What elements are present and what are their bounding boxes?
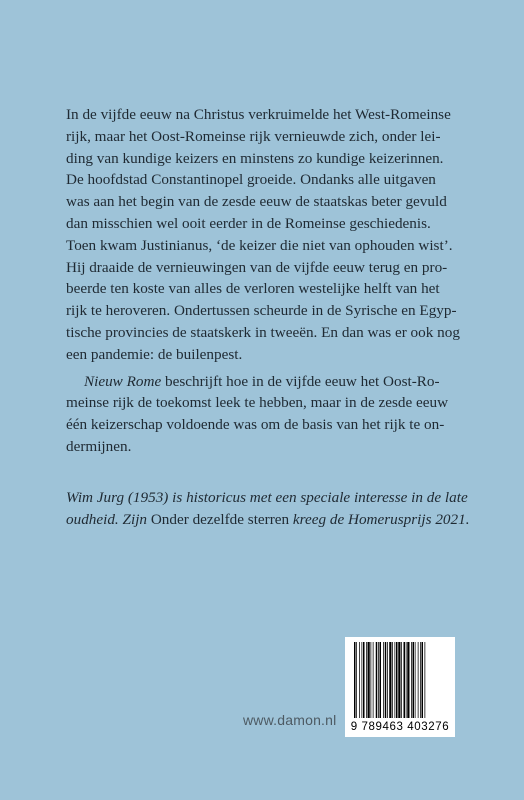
text-fragment: kreeg de Homerusprijs 2021.	[289, 510, 470, 528]
barcode-bar	[373, 642, 374, 718]
barcode-bar	[404, 642, 406, 718]
book-title: Nieuw Rome	[84, 372, 162, 390]
text-line: een pandemie: de builenpest.	[66, 345, 243, 363]
barcode-bar	[411, 642, 412, 718]
text-line: dermijnen.	[66, 437, 132, 455]
barcode-bar	[413, 642, 415, 718]
barcode-bar	[389, 642, 391, 718]
text-line: ding van kundige keizers en minstens zo kundige keizerinnen.	[66, 149, 444, 167]
text-line: was aan het begin van de zesde eeuw de staatskas beter gevuld	[66, 193, 447, 211]
barcode-bar	[406, 642, 407, 718]
author-bio	[66, 487, 470, 531]
barcode-bar	[359, 642, 360, 718]
text-line: Wim Jurg (1953) is historicus met een speciale interesse in de late	[66, 489, 468, 506]
text-line: beerde ten koste van alles de verloren westelijke helft van het	[66, 280, 440, 298]
barcode-bar	[385, 642, 387, 718]
text-line: Hij draaide de vernieuwingen van de vijfde eeuw terug en pro-	[66, 258, 448, 276]
barcode-bar	[422, 642, 424, 718]
barcode-bar	[368, 642, 370, 718]
barcode-bar	[415, 642, 416, 718]
text-line: In de vijfde eeuw na Christus verkruimelde het West-Romeinse	[66, 106, 451, 123]
barcode-bar	[396, 642, 398, 718]
barcode-bar	[425, 642, 426, 718]
barcode-bar	[383, 642, 384, 718]
barcode-bar	[395, 642, 396, 718]
text-line	[66, 371, 466, 393]
text-fragment: oudheid. Zijn	[66, 510, 151, 528]
barcode-bar	[366, 642, 367, 718]
barcode-bar	[380, 642, 382, 718]
barcode-bar	[387, 642, 388, 718]
text-line: één keizerschap voldoende was om de basis van het rijk te on-	[66, 416, 445, 434]
text-line: De hoofdstad Constantinopel groeide. Ondanks alle uitgaven	[66, 171, 436, 189]
description-paragraph-2	[66, 371, 466, 458]
isbn-number: 9 789463 403276	[350, 721, 450, 733]
publisher-website: www.damon.nl	[243, 712, 337, 728]
text-line: tische provincies de staatskerk in tweeën. En dan was er ook nog	[66, 323, 460, 341]
barcode-bar	[418, 642, 419, 718]
barcode-bars	[352, 642, 448, 718]
barcode-bar	[420, 642, 421, 718]
barcode-bar	[371, 642, 372, 718]
barcode-bar	[398, 642, 400, 718]
barcode-bar	[407, 642, 409, 718]
barcode-bar	[376, 642, 378, 718]
book-title: Onder dezelfde sterren	[150, 510, 290, 528]
text-line: Toen kwam Justinianus, ‘de keizer die niet van ophouden wist’.	[66, 236, 453, 254]
barcode-bar	[354, 642, 356, 718]
description-paragraph	[66, 104, 466, 366]
barcode-bar	[356, 642, 357, 718]
text-line: rijk, maar het Oost-Romeinse rijk vernieuwde zich, onder lei-	[66, 127, 441, 145]
text-fragment: beschrijft hoe in de vijfde eeuw het Oost-Ro-	[161, 372, 440, 390]
text-line	[66, 509, 470, 531]
barcode-bar	[363, 642, 365, 718]
isbn-barcode	[345, 637, 455, 737]
text-line: rijk te heroveren. Ondertussen scheurde in de Syrische en Egyp-	[66, 302, 457, 320]
barcode-bar	[362, 642, 363, 718]
barcode-bar	[401, 642, 402, 718]
barcode-bar	[378, 642, 379, 718]
book-description	[66, 104, 466, 458]
text-line: dan misschien wel ooit eerder in de Romeinse geschiedenis.	[66, 214, 431, 232]
text-line: meinse rijk de toekomst leek te hebben, maar in de zesde eeuw	[66, 394, 449, 412]
barcode-bar	[392, 642, 393, 718]
